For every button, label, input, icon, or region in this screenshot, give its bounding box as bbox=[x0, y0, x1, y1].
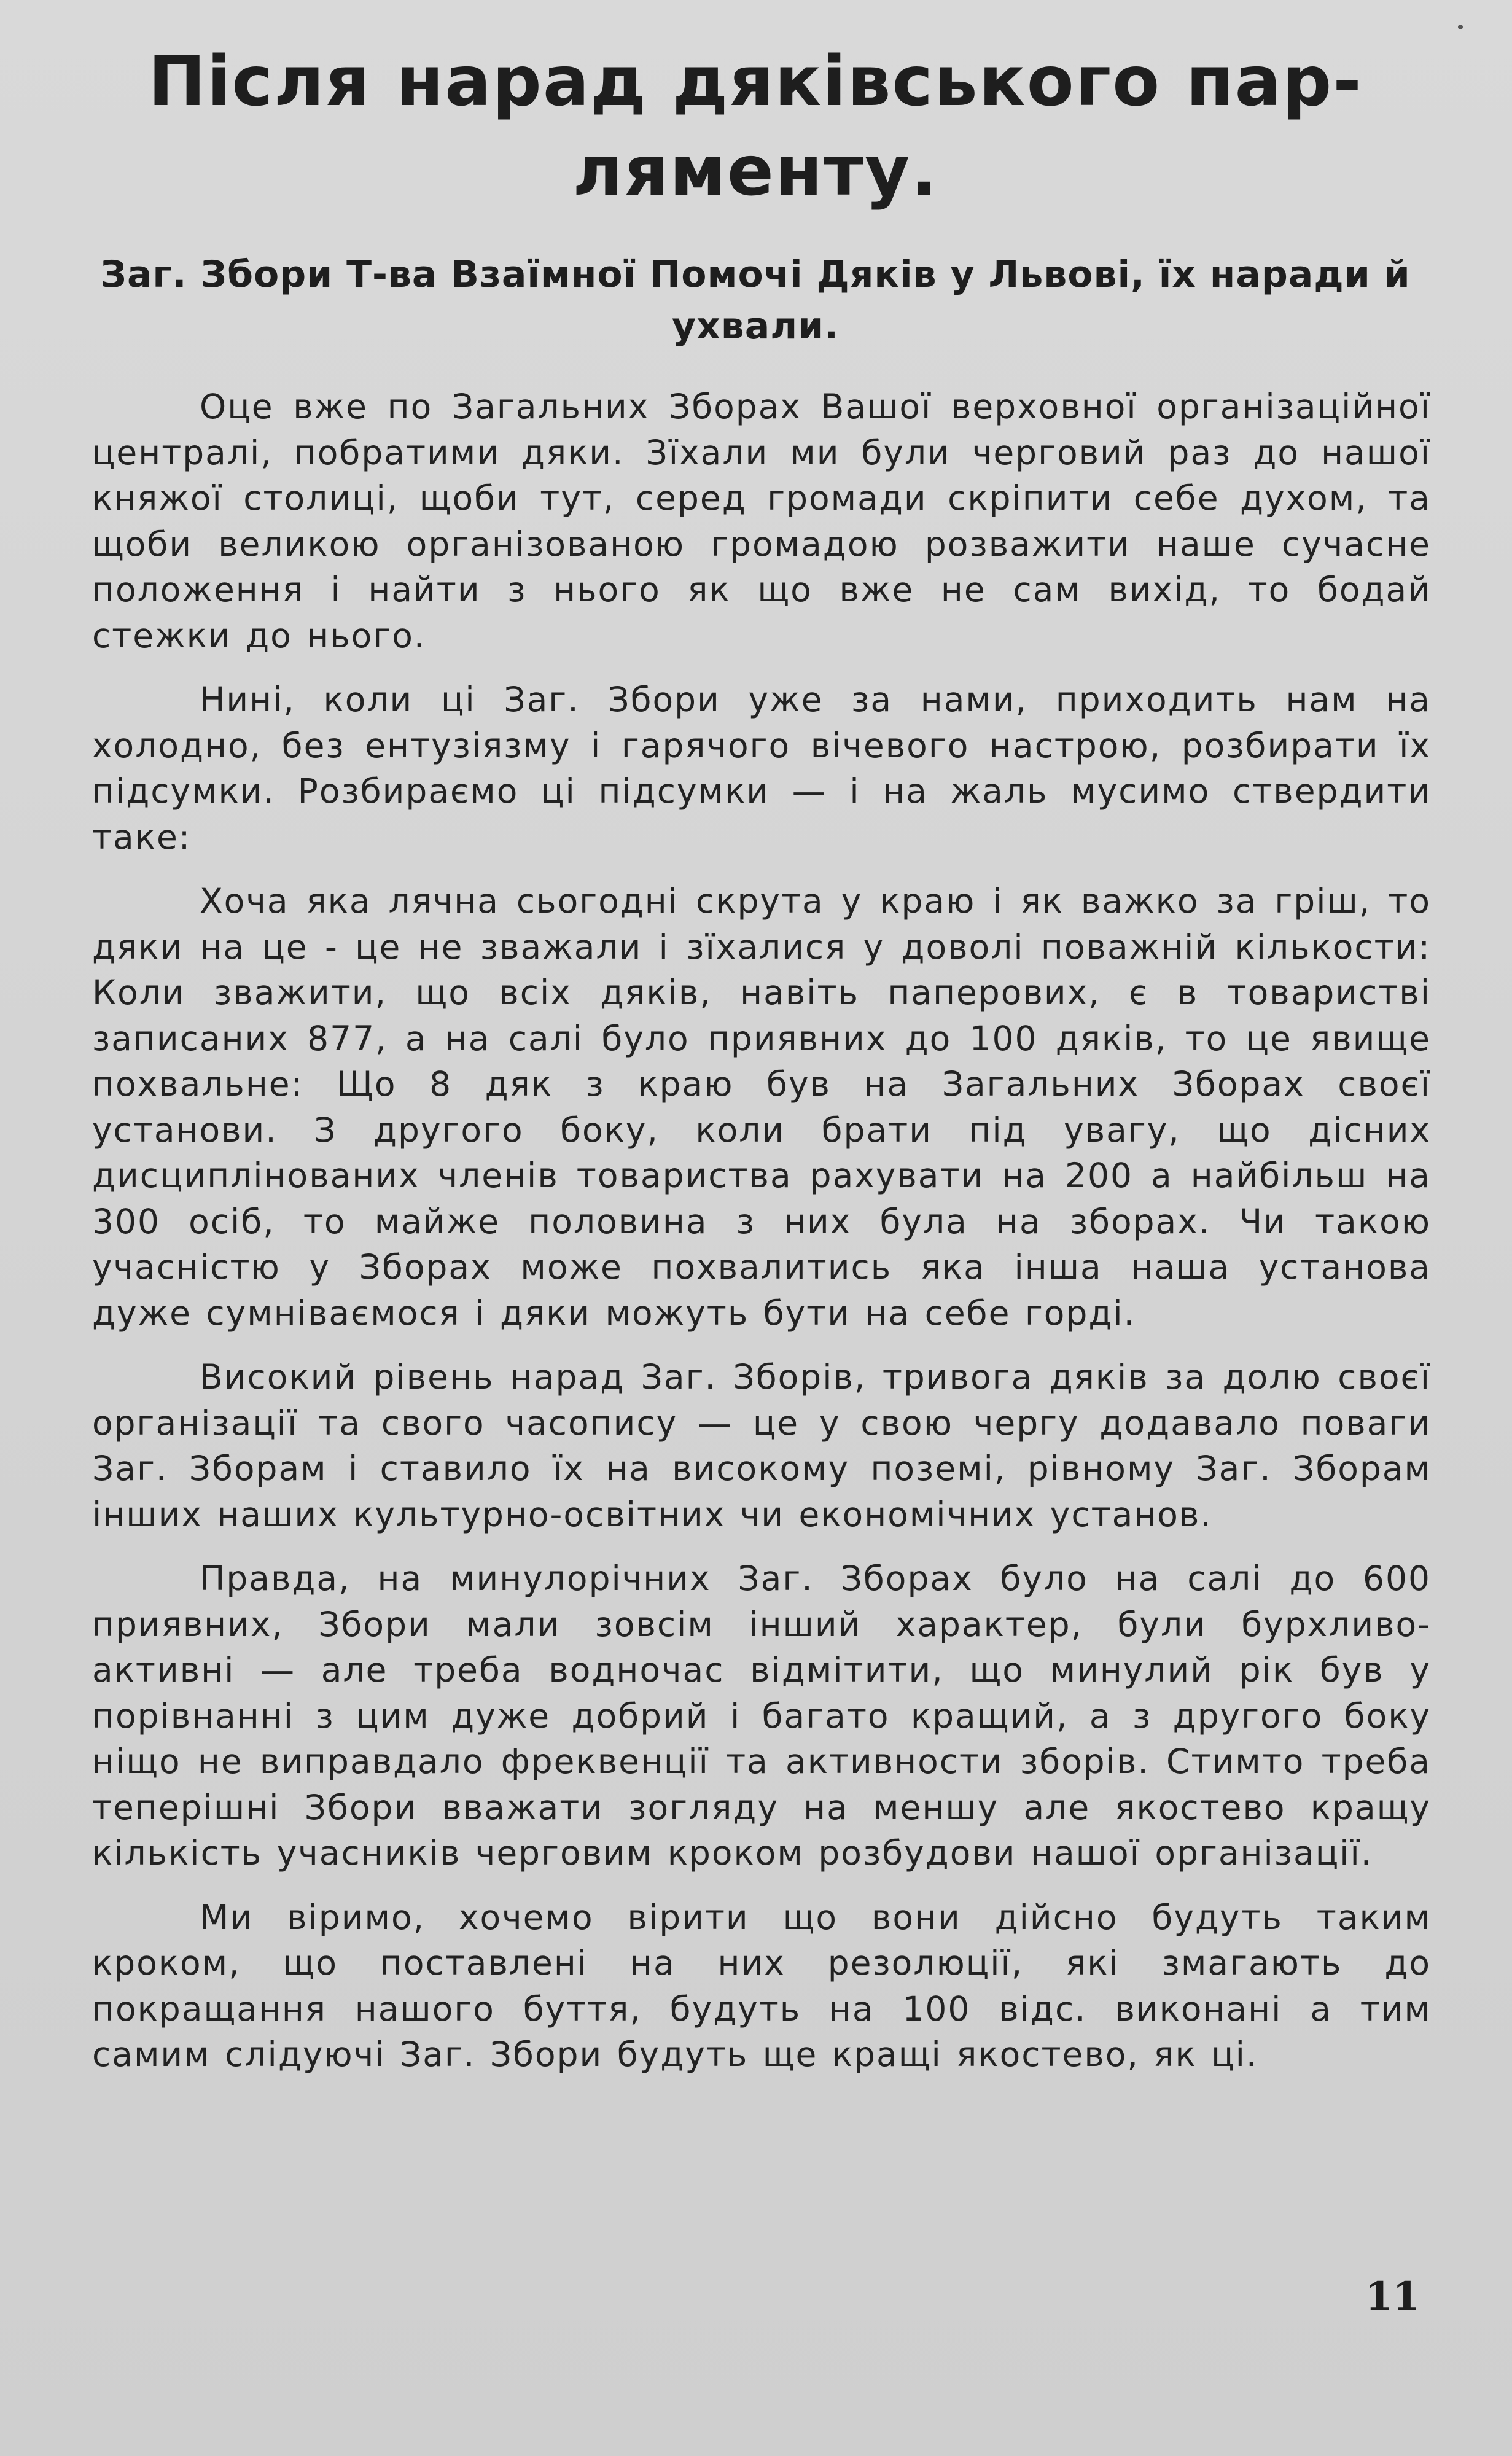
paragraph: Нині, коли ці Заг. Збори уже за нами, приходить нам на холодно, без ентузіязму і гарячого вічевого настрою, розбирати їх підсумки. Розбираємо ці підсумки — і на жаль мусимо ствердити таке: bbox=[92, 680, 1431, 857]
article-body bbox=[92, 384, 1431, 2096]
paragraph: Оце вже по Загальних Зборах Вашої верховної організаційної централі, побратими дяки. Зїхали ми були черговий раз до нашої княжої столиці, щоби тут, серед громади скріпити себе духом, та щоби великою організованою громадою розважити наше сучасне положення і найти з нього як що вже не сам вихід, то бодай стежки до нього. bbox=[92, 387, 1431, 655]
corner-speck bbox=[1458, 25, 1463, 29]
article-title: Після нарад дяківського пар-ляменту. bbox=[148, 42, 1363, 211]
paragraph: Ми віримо, хочемо вірити що вони дійсно будуть таким кроком, що поставлені на них резолюції, які змагають до покращання нашого буття, будуть на 100 відс. виконані а тим самим слідуючі Заг. Збори будуть ще кращі якостево, як ці. bbox=[92, 1897, 1431, 2074]
paragraph: Хоча яка лячна сьогодні скрута у краю і як важко за гріш, то дяки на це - це не зважали і зїхалися у доволі поважній кількости: Коли зважити, що всіх дяків, навіть паперових, є в товаристві записаних 877, а на салі було приявних до 100 дяків, то це явище похвальне: Що 8 дяк з краю був на Загальних Зборах своєї установи. З другого боку, коли брати під увагу, що дісних дисциплінованих членів товариства рахувати на 200 а найбільш на 300 осіб, то майже половина з них була на зборах. Чи такою учасністю у Зборах може похвалитись яка інша наша установа дуже сумніваємося і дяки можуть бути на себе горді. bbox=[92, 881, 1431, 1333]
paragraph: Високий рівень нарад Заг. Зборів, тривога дяків за долю своєї організації та свого часопису — це у свою чергу додавало поваги Заг. Зборам і ставило їх на високому поземі, рівному Заг. Зборам інших наших культурно-освітних чи економічних установ. bbox=[92, 1357, 1431, 1534]
article-subtitle: Заг. Збори Т-ва Взаїмної Помочі Дяків у Львові, їх наради й ухвали. bbox=[100, 253, 1411, 348]
page-number: 11 bbox=[1365, 2274, 1420, 2320]
paragraph: Правда, на минулорічних Заг. Зборах було на салі до 600 приявних, Збори мали зовсім інший характер, були бурхливо-активні — але треба водночас відмітити, що минулий рік був у порівнанні з цим дуже добрий і багато кращий, а з другого боку ніщо не виправдало фреквенції та активности зборів. Стимто треба теперішні Збори вважати зогляду на меншу але якостево кращу кількість учасників черговим кроком розбудови нашої організації. bbox=[92, 1559, 1431, 1873]
